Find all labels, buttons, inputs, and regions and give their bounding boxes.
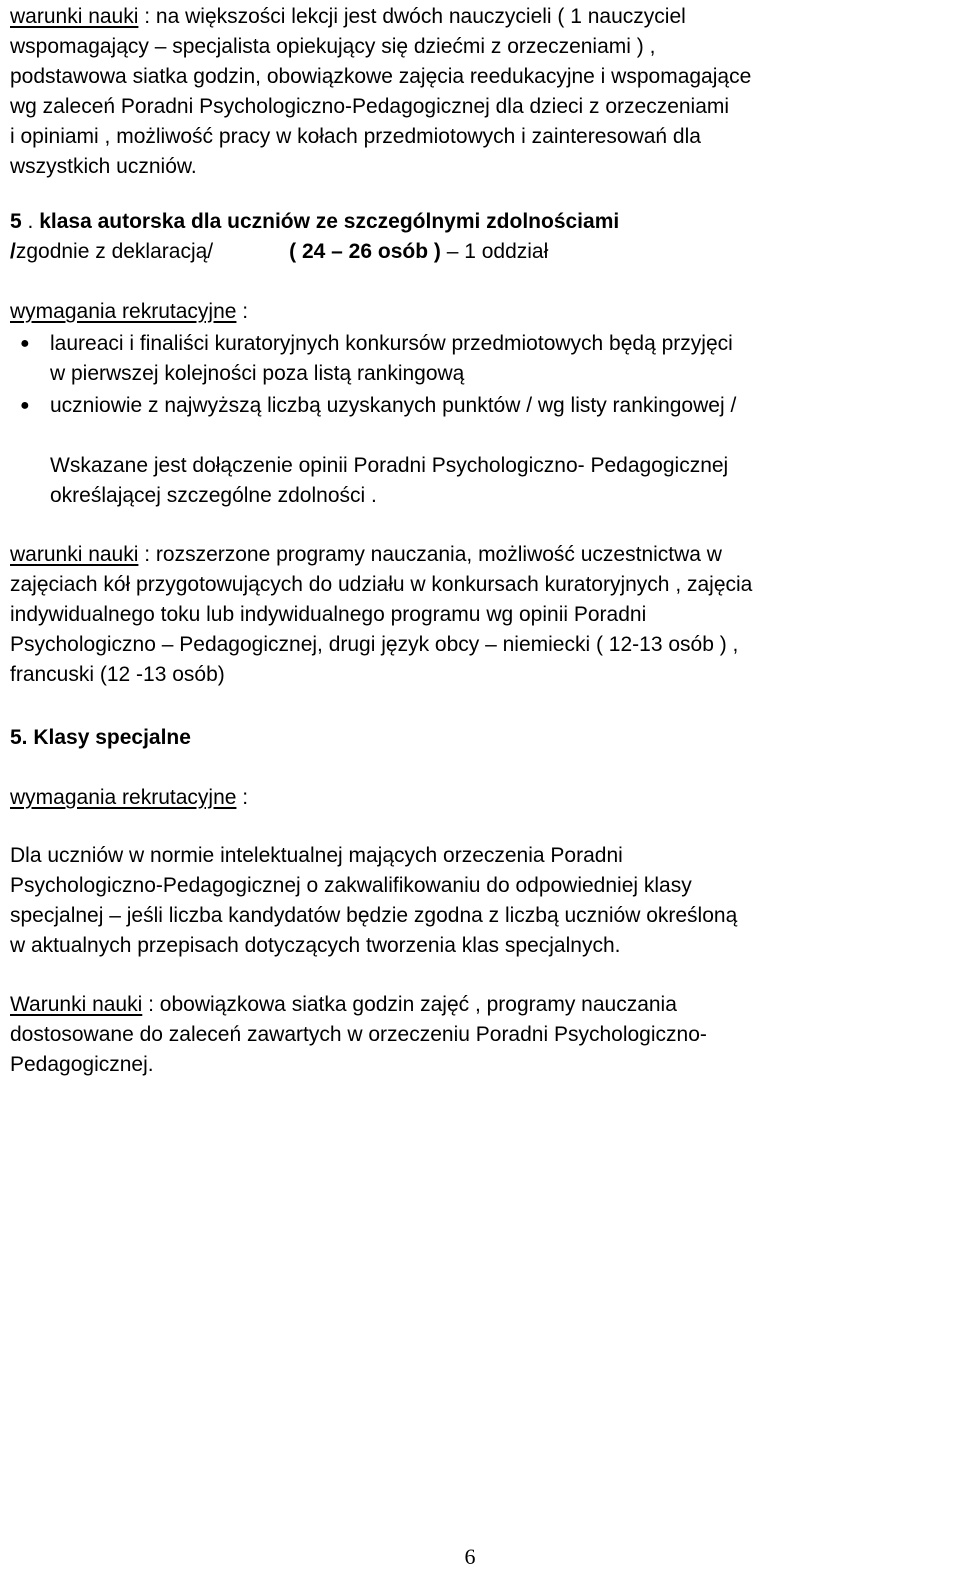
text-line: wszystkich uczniów. bbox=[10, 155, 197, 178]
bullet-dot-icon: ● bbox=[20, 397, 30, 414]
paragraph-warunki-nauki-1 bbox=[10, 2, 955, 182]
paragraph-warunki-nauki-3: Warunki nauki : obowiązkowa siatka godzin zajęć , programy nauczania dostosowane do zaleceń zawartych w orzeczeniu Poradni Psychologiczno- Pedagogicznej. bbox=[10, 993, 707, 1076]
label-warunki-nauki: warunki nauki bbox=[10, 5, 139, 28]
section-heading-klasy-specjalne: 5. Klasy specjalne bbox=[10, 726, 191, 749]
text-line: wg zaleceń Poradni Psychologiczno-Pedagogicznej dla dzieci z orzeczeniami bbox=[10, 95, 730, 118]
section-heading-klasa-autorska bbox=[10, 207, 955, 267]
paragraph-warunki-nauki-2: warunki nauki : rozszerzone programy nauczania, możliwość uczestnictwa w zajęciach kół przygotowujących do udziału w konkursach kuratoryjnych , zajęcia indywidualnego toku lub indywidualnego programu wg opinii Poradni Psychologiczno – Pedagogicznej, drugi język obcy – niemiecki ( 12-13 osób ) , francuski (12 -13 osób) bbox=[10, 543, 753, 686]
note-paragraph: Wskazane jest dołączenie opinii Poradni Psychologiczno- Pedagogicznej określającej szczególne zdolności . bbox=[50, 454, 729, 507]
requirements-label: wymagania rekrutacyjne : bbox=[10, 786, 249, 809]
text-line: /zgodnie z deklaracją/ ( 24 – 26 osób ) – 1 oddział bbox=[10, 240, 549, 263]
requirements-label: wymagania rekrutacyjne : bbox=[10, 300, 249, 323]
text-line: wspomagający – specjalista opiekujący się dziećmi z orzeczeniami ) , bbox=[10, 35, 656, 58]
page-number: 6 bbox=[464, 1544, 476, 1569]
text-line: 5 . klasa autorska dla uczniów ze szczególnymi zdolnościami bbox=[10, 210, 620, 233]
text-line: podstawowa siatka godzin, obowiązkowe zajęcia reedukacyjne i wspomagające bbox=[10, 65, 752, 88]
document-page: warunki nauki : na większości lekcji jest dwóch nauczycieli ( 1 nauczyciel wspomagający – specjalista opiekujący się dziećmi z orzeczeniami ) , podstawowa siatka godzin, obowiązkowe zajęcia reedukacyjne i wspomagające wg zaleceń Poradni Psychologiczno-Pedagogicznej dla dzieci z orzeczeniami i opiniami , możliwość pracy w kołach przedmiotowych i zainteresowań dla wszystkich uczniów. 5 . klasa autorska dla uczniów ze szczególnymi zdolnościami /zgodnie z deklaracją/ ( 24 – 26 osób ) – 1 oddział wymagania rekrutacyjne : ● laureaci i finaliści kuratoryjnych konkursów przedmiotowych będą przyjęci w pierwszej kolejności poza listą rankingową ● uczniowie z najwyższą liczbą uzyskanych punktów / wg listy rankingowej / Wskazane jest dołączenie opinii Poradni Psychologiczno- Pedagogicznej określającej szczególne zdolności . warunki nauki : rozszerzone programy nauczania, możliwość uczestnictwa w zajęciach kół przygotowujących do udziału w konkursach kuratoryjnych , zajęcia indywidualnego toku lub indywidualnego programu wg opinii Poradni Psychologiczno – Pedagogicznej, drugi język obcy – niemiecki ( 12-13 osób ) , francuski (12 -13 osób) 5. Klasy specjalne wymagania rekrutacyjne : Dla uczniów w normie intelektualnej mających orzeczenia Poradni Psychologiczno-Pedagogicznej o zakwalifikowaniu do odpowiedniej klasy specjalnej – jeśli liczba kandydatów będzie zgodna z liczbą uczniów określoną w aktualnych przepisach dotyczących tworzenia klas specjalnych. Warunki nauki : obowiązkowa siatka godzin zajęć , programy nauczania dostosowane do zaleceń zawartych w orzeczeniu Poradni Psychologiczno- Pedagogicznej. 6 bbox=[0, 0, 960, 1582]
text-line: i opiniami , możliwość pracy w kołach przedmiotowych i zainteresowań dla bbox=[10, 125, 701, 148]
text-line: warunki nauki : na większości lekcji jest dwóch nauczycieli ( 1 nauczyciel bbox=[10, 5, 686, 28]
paragraph-requirements: Dla uczniów w normie intelektualnej mających orzeczenia Poradni Psychologiczno-Pedagogicznej o zakwalifikowaniu do odpowiedniej klasy specjalnej – jeśli liczba kandydatów będzie zgodna z liczbą uczniów określoną w aktualnych przepisach dotyczących tworzenia klas specjalnych. bbox=[10, 844, 738, 957]
bullet-dot-icon: ● bbox=[20, 335, 30, 352]
